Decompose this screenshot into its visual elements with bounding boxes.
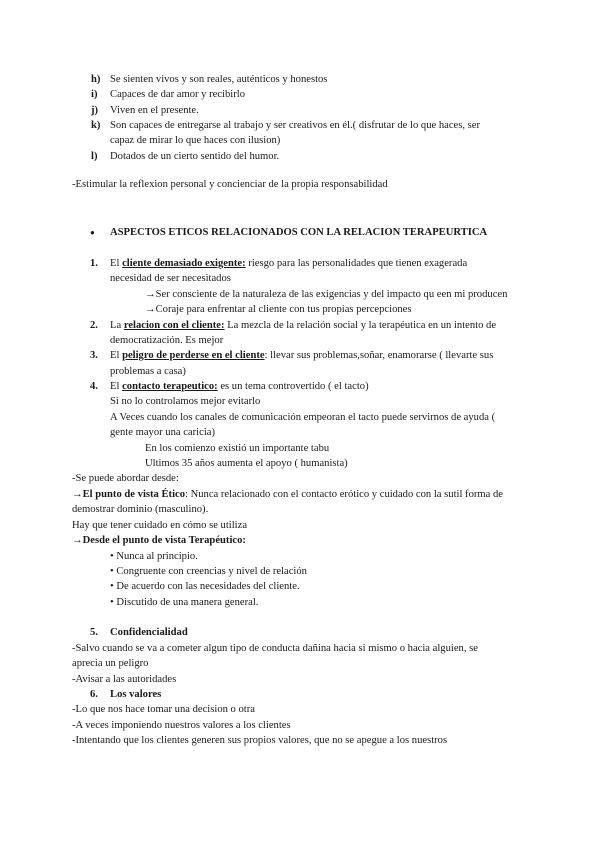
numbered-item-4 <box>90 379 369 394</box>
item-title: Los valores <box>110 689 162 700</box>
list-item-l <box>91 149 279 164</box>
item-5-line: aprecia un peligro <box>72 658 149 669</box>
list-marker: k) <box>91 120 101 131</box>
item-number: 3. <box>90 350 98 361</box>
etico-text: : Nunca relacionado con el contacto erótico y cuidado con la sutil forma de <box>185 489 503 500</box>
list-text: Se sienten vivos y son reales, auténticos y honestos <box>110 74 328 85</box>
list-item-j <box>91 103 199 118</box>
item-title: cliente demasiado exigente: <box>122 258 246 269</box>
item-title: peligro de perderse en el cliente <box>122 350 265 361</box>
item-text: : llevar sus problemas,soñar, enamorarse ( llevarte sus <box>264 350 494 361</box>
numbered-item-1 <box>90 256 467 271</box>
item-2-cont: democratización. Es mejor <box>110 335 224 346</box>
item-4-line: Si no lo controlamos mejor evitarlo <box>110 396 261 407</box>
item-prefix: El <box>110 350 123 361</box>
numbered-item-3 <box>90 348 493 363</box>
item-prefix: El <box>110 381 123 392</box>
item-1-sub-1: →Ser consciente de la naturaleza de las exigencias y del impacto qu een mi producen <box>145 289 508 300</box>
bullet-icon: ● <box>90 228 95 237</box>
item-6-line: -A veces imponiendo nuestros valores a los clientes <box>72 720 291 731</box>
list-marker: l) <box>91 151 98 162</box>
list-item-k <box>91 118 480 133</box>
list-marker: h) <box>91 74 101 85</box>
item-number: 4. <box>90 381 98 392</box>
numbered-item-2 <box>90 318 496 333</box>
list-text: Dotados de un cierto sentido del humor. <box>110 151 280 162</box>
item-1-cont: necesidad de ser necesitados <box>110 273 231 284</box>
etico-cont: demostrar dominio (masculino). <box>72 504 209 515</box>
item-6-line: -Lo que nos hace tomar una decision o otra <box>72 704 255 715</box>
item-4-line: gente mayor una caricia) <box>110 427 215 438</box>
abordar-intro: -Se puede abordar desde: <box>72 473 179 484</box>
item-4-line: A Veces cuando los canales de comunicación empeoran el tacto puede servirnos de ayuda ( <box>110 412 496 423</box>
terapeutico-title: →Desde el punto de vista Terapéutico: <box>72 535 246 546</box>
item-1-sub-2: →Coraje para enfrentar al cliente con tus propias percepciones <box>145 304 412 315</box>
item-5-line: -Salvo cuando se va a cometer algun tipo de conducta dañina hacia si mismo o hacia alguien, se <box>72 643 478 654</box>
cuidado-line: Hay que tener cuidado en cómo se utiliza <box>72 520 248 531</box>
list-marker: j) <box>91 105 99 116</box>
terapeutico-bullet: • Nunca al principio. <box>110 551 198 562</box>
item-4-indented: Ultimos 35 años aumenta el apoyo ( humanista) <box>145 458 348 469</box>
intro-line: -Estimular la reflexion personal y concienciar de la propia responsabilidad <box>72 179 388 190</box>
list-marker: i) <box>91 89 98 100</box>
item-number: 2. <box>90 320 98 331</box>
list-item-k-cont: capaz de mirar lo que haces con ilusion) <box>110 135 281 146</box>
terapeutico-bullet: • De acuerdo con las necesidades del cliente. <box>110 581 300 592</box>
list-text: Son capaces de entregarse al trabajo y ser creativos en él.( disfrutar de lo que haces, ser <box>110 120 481 131</box>
item-number: 1. <box>90 258 98 269</box>
item-text: La mezcla de la relación social y la terapéutica en un intento de <box>224 320 497 331</box>
item-title: contacto terapeutico: <box>122 381 218 392</box>
section-heading-text: ASPECTOS ETICOS RELACIONADOS CON LA RELACION TERAPEURTICA <box>110 227 488 238</box>
list-item-h <box>91 72 327 87</box>
item-3-cont: problemas a casa) <box>110 366 186 377</box>
item-4-indented: En los comienzo existió un importante tabu <box>145 443 330 454</box>
list-text: Viven en el presente. <box>110 105 199 116</box>
terapeutico-bullet: • Discutido de una manera general. <box>110 597 259 608</box>
terapeutico-bullet: • Congruente con creencias y nivel de relación <box>110 566 307 577</box>
item-6-line: -Intentando que los clientes generen sus propios valores, que no se apegue a los nuestros <box>72 735 448 746</box>
item-number: 6. <box>90 689 98 700</box>
section-heading <box>90 225 487 240</box>
item-number: 5. <box>90 627 98 638</box>
item-5-line: -Avisar a las autoridades <box>72 674 177 685</box>
numbered-item-5 <box>90 625 188 640</box>
item-prefix: La <box>110 320 124 331</box>
item-prefix: El <box>110 258 123 269</box>
etico-title: →El punto de vista Ético <box>72 489 186 500</box>
item-title: Confidencialidad <box>110 627 188 638</box>
item-text: es un tema controvertido ( el tacto) <box>217 381 369 392</box>
numbered-item-6 <box>90 687 161 702</box>
list-text: Capaces de dar amor y recibirlo <box>110 89 246 100</box>
item-title: relacion con el cliente: <box>123 320 225 331</box>
etico-line <box>72 487 503 502</box>
list-item-i <box>91 87 245 102</box>
item-text: riesgo para las personalidades que tienen exagerada <box>245 258 468 269</box>
